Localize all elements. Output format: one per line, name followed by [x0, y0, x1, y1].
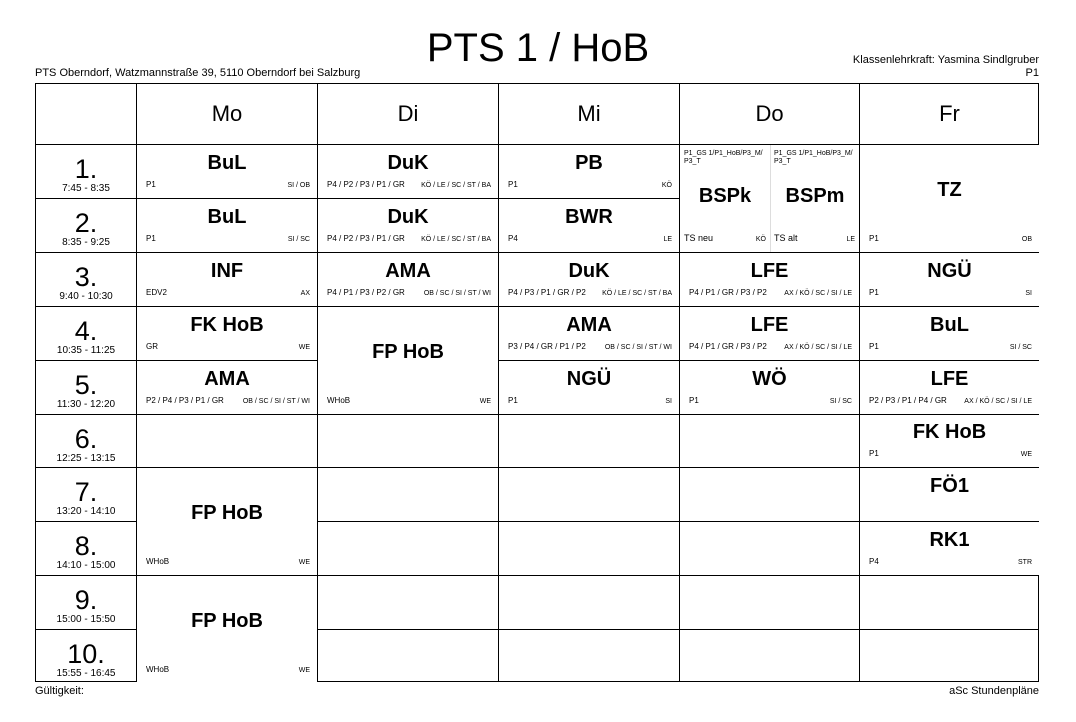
lesson-room: P1 [146, 180, 156, 189]
validity-label: Gültigkeit: [35, 685, 84, 697]
lesson-room: WHoB [146, 557, 170, 566]
home-room: P1 [1025, 67, 1039, 79]
lesson-teachers: WE [1020, 451, 1032, 458]
lesson-card[interactable] [499, 145, 679, 198]
lesson-subject: PB [575, 151, 603, 174]
period-label [36, 306, 136, 360]
lesson-card[interactable] [860, 522, 1039, 575]
day-header-do: Do [755, 101, 784, 126]
lesson-subject: FK HoB [912, 421, 987, 443]
lesson-teachers: WE [298, 667, 310, 674]
lesson-subject: AMA [566, 313, 612, 336]
lesson-teachers: OB [1021, 236, 1032, 243]
lesson-room: EDV2 [146, 288, 167, 297]
period-time: 7:45 - 8:35 [62, 183, 110, 194]
lesson-teachers: AX / KÖ / SC / SI / LE [784, 290, 852, 297]
lesson-card[interactable] [499, 307, 679, 360]
lesson-teachers: KÖ / LE / SC / ST / BA [421, 182, 491, 189]
lesson-card[interactable] [137, 145, 317, 198]
lesson-group: P1_GS 1/P1_HoB/P3_M/P3_T [774, 150, 853, 165]
lesson-room: P4 / P1 / GR / P3 / P2 [689, 288, 767, 297]
period-time: 14:10 - 15:00 [56, 560, 116, 571]
lesson-teachers: AX [300, 290, 310, 297]
period-time: 10:35 - 11:25 [56, 345, 116, 356]
lesson-card[interactable] [137, 253, 317, 306]
period-label [36, 575, 136, 629]
lesson-subject: RK1 [929, 528, 970, 551]
lesson-teachers: KÖ / LE / SC / ST / BA [421, 236, 491, 243]
lesson-subject: WÖ [752, 367, 787, 390]
lesson-room: P4 / P3 / P1 / GR / P2 [508, 288, 586, 297]
lesson-subject: BSPk [698, 184, 752, 207]
period-number: 2. [74, 208, 98, 238]
lesson-room: TS alt [774, 233, 798, 243]
period-number: 1. [74, 154, 98, 184]
lesson-card[interactable] [499, 361, 679, 414]
lesson-room: P4 / P1 / GR / P3 / P2 [689, 342, 767, 351]
lesson-subject: INF [210, 259, 244, 282]
lesson-card[interactable] [137, 468, 317, 575]
class-teacher: Klassenlehrkraft: Yasmina Sindlgruber [852, 54, 1039, 66]
lesson-subject: DuK [568, 259, 610, 282]
lesson-card[interactable] [318, 253, 498, 306]
lesson-teachers: SI / SC [829, 398, 852, 405]
lesson-room: WHoB [327, 396, 351, 405]
period-time: 8:35 - 9:25 [62, 237, 110, 248]
lesson-card[interactable] [499, 253, 679, 306]
lesson-subject: BWR [565, 205, 613, 228]
lesson-card[interactable] [860, 253, 1039, 306]
lesson-teachers: SI [665, 398, 672, 405]
lesson-card[interactable] [137, 361, 317, 414]
period-label [36, 198, 136, 252]
lesson-room: P1 [146, 234, 156, 243]
lesson-room: P3 / P4 / GR / P1 / P2 [508, 342, 586, 351]
lesson-group: P1_GS 1/P1_HoB/P3_M/P3_T [684, 150, 763, 165]
lesson-card[interactable] [318, 145, 498, 198]
period-number: 9. [74, 585, 98, 615]
lesson-teachers: WE [479, 398, 491, 405]
lesson-room: P4 / P1 / P3 / P2 / GR [327, 288, 405, 297]
lesson-card[interactable] [137, 307, 317, 360]
lesson-subject: LFE [750, 313, 789, 336]
lesson-card[interactable] [318, 199, 498, 252]
period-label [36, 467, 136, 521]
lesson-room: P4 / P2 / P3 / P1 / GR [327, 234, 405, 243]
period-label [36, 414, 136, 468]
lesson-room: WHoB [146, 665, 170, 674]
lesson-card[interactable] [137, 199, 317, 252]
lesson-subject: NGÜ [927, 259, 972, 282]
period-number: 7. [74, 477, 98, 507]
timetable-title: PTS 1 / HoB [426, 26, 650, 70]
period-number: 5. [74, 370, 98, 400]
lesson-subject: FÖ1 [930, 474, 969, 497]
lesson-card[interactable] [318, 307, 498, 414]
period-label [36, 144, 136, 198]
lesson-card[interactable] [680, 253, 859, 306]
lesson-teachers: WE [298, 344, 310, 351]
period-time: 15:00 - 15:50 [56, 614, 116, 625]
lesson-room: P1 [869, 288, 879, 297]
lesson-room: GR [146, 342, 158, 351]
day-header-mo: Mo [211, 101, 243, 126]
lesson-subject: FP HoB [372, 340, 444, 363]
timetable-grid [35, 83, 1039, 682]
period-time: 11:30 - 12:20 [56, 399, 116, 410]
period-number: 10. [67, 639, 105, 669]
lesson-subject: LFE [750, 259, 789, 282]
vendor-label: aSc Stundenpläne [949, 685, 1039, 697]
lesson-card[interactable] [860, 307, 1039, 360]
period-number: 3. [74, 262, 98, 292]
lesson-subject: FP HoB [191, 501, 263, 524]
lesson-subject: BuL [930, 313, 969, 336]
period-label [36, 252, 136, 306]
lesson-teachers: AX / KÖ / SC / SI / LE [784, 344, 852, 351]
period-label [36, 360, 136, 414]
lesson-card[interactable] [137, 576, 317, 683]
lesson-teachers: LE [663, 236, 672, 243]
lesson-room: P2 / P4 / P3 / P1 / GR [146, 396, 224, 405]
period-label [36, 521, 136, 575]
lesson-room: P1 [508, 396, 518, 405]
lesson-subject: FP HoB [191, 609, 263, 632]
lesson-subject: NGÜ [566, 367, 612, 390]
period-number: 6. [74, 424, 98, 454]
lesson-card[interactable] [860, 361, 1039, 414]
period-time: 13:20 - 14:10 [56, 506, 116, 517]
lesson-teachers: KÖ / LE / SC / ST / BA [602, 290, 672, 297]
lesson-subject: AMA [385, 259, 431, 282]
lesson-subject: BuL [207, 205, 247, 228]
split-lesson-card[interactable] [680, 145, 859, 252]
lesson-teachers: OB / SC / SI / ST / WI [242, 398, 310, 405]
lesson-subject: BuL [207, 151, 247, 174]
lesson-card[interactable] [860, 415, 1039, 467]
period-time: 12:25 - 13:15 [56, 453, 116, 464]
lesson-card[interactable] [860, 145, 1039, 252]
lesson-teachers: OB / SC / SI / ST / WI [423, 290, 491, 297]
lesson-teachers: OB / SC / SI / ST / WI [604, 344, 672, 351]
lesson-room: P1 [689, 396, 699, 405]
lesson-subject: LFE [930, 367, 969, 390]
lesson-subject: DuK [387, 151, 429, 174]
period-time: 9:40 - 10:30 [59, 291, 113, 302]
lesson-teachers: KÖ [661, 182, 672, 189]
lesson-teachers: SI [1025, 290, 1032, 297]
lesson-subject: FK HoB [190, 313, 264, 336]
lesson-room: P4 [508, 234, 518, 243]
day-header-di: Di [397, 101, 419, 126]
lesson-card[interactable] [860, 468, 1039, 521]
lesson-card[interactable] [680, 307, 859, 360]
period-number: 8. [74, 531, 98, 561]
period-label [36, 629, 136, 683]
lesson-room: P2 / P3 / P1 / P4 / GR [869, 396, 947, 405]
lesson-teachers: WE [298, 559, 310, 566]
lesson-room: P1 [869, 342, 879, 351]
lesson-teachers: LE [846, 236, 855, 243]
lesson-teachers: SI / OB [287, 182, 310, 189]
lesson-subject: BSPm [785, 184, 845, 207]
period-time: 15:55 - 16:45 [56, 668, 116, 679]
lesson-subject: TZ [937, 178, 962, 201]
lesson-teachers: SI / SC [287, 236, 310, 243]
lesson-room: P1 [869, 449, 879, 458]
lesson-room: P1 [508, 180, 518, 189]
lesson-room: P4 / P2 / P3 / P1 / GR [327, 180, 405, 189]
lesson-room: P4 [869, 557, 879, 566]
lesson-subject: AMA [204, 367, 250, 390]
day-header-mi: Mi [577, 101, 601, 126]
lesson-teachers: SI / SC [1009, 344, 1032, 351]
lesson-teachers: AX / KÖ / SC / SI / LE [964, 398, 1032, 405]
lesson-teachers: STR [1018, 559, 1032, 566]
day-header-fr: Fr [939, 101, 960, 126]
school-address: PTS Oberndorf, Watzmannstraße 39, 5110 Oberndorf bei Salzburg [35, 67, 361, 79]
lesson-card[interactable] [680, 361, 859, 414]
lesson-teachers: KÖ [755, 236, 766, 243]
lesson-card[interactable] [499, 199, 679, 252]
lesson-room: P1 [869, 234, 879, 243]
lesson-subject: DuK [387, 205, 429, 228]
lesson-room: TS neu [684, 233, 714, 243]
period-number: 4. [74, 316, 98, 346]
